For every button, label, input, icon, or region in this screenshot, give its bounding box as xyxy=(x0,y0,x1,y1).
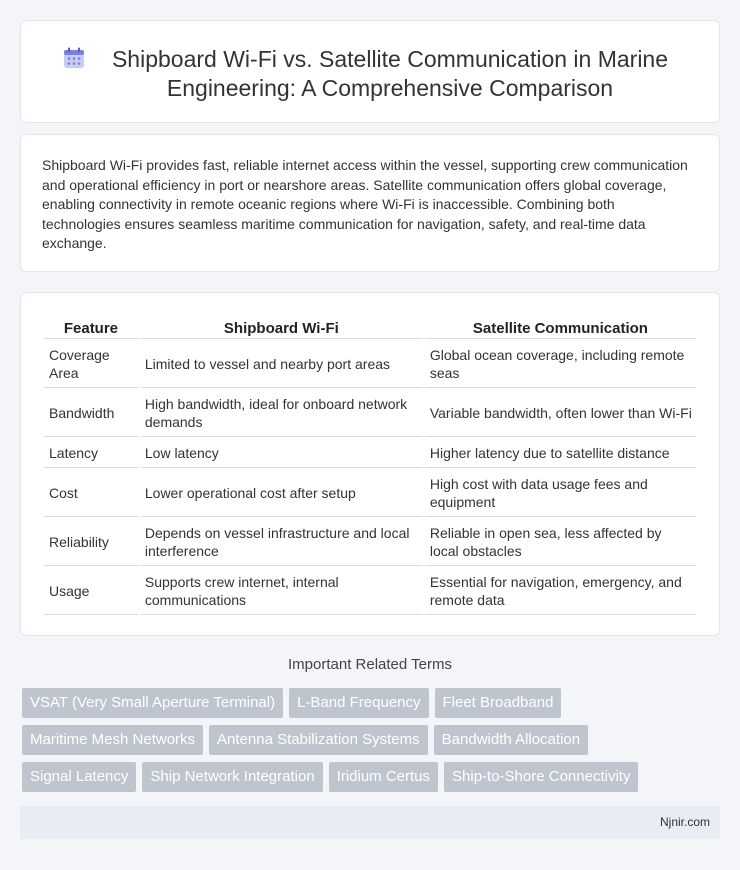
tag-mesh-networks[interactable]: Maritime Mesh Networks xyxy=(22,725,203,755)
cell-feature: Reliability xyxy=(44,519,138,566)
intro-text: Shipboard Wi-Fi provides fast, reliable internet access within the vessel, supporting crew communication and operational efficiency in port or nearshore areas. Satellite communication offers global coverage, enabling connectivity in remote oceanic regions where Wi-Fi is inaccessible. Combining both technologies ensures seamless maritime communication for navigation, safety, and real-time data exchange. xyxy=(42,157,688,251)
table-row xyxy=(44,519,696,566)
cell-satellite: Reliable in open sea, less affected by local obstacles xyxy=(425,519,696,566)
comparison-card xyxy=(20,292,720,636)
page-title: Shipboard Wi-Fi vs. Satellite Communication in Marine Engineering: A Comprehensive Comparison xyxy=(111,46,669,101)
cell-satellite: Global ocean coverage, including remote seas xyxy=(425,341,696,388)
header-feature: Feature xyxy=(44,317,138,339)
related-terms-list xyxy=(22,688,702,799)
header-wifi: Shipboard Wi-Fi xyxy=(140,317,423,339)
cell-satellite: Essential for navigation, emergency, and remote data xyxy=(425,568,696,615)
header-satellite: Satellite Communication xyxy=(425,317,696,339)
tag-row xyxy=(22,688,702,718)
footer-site[interactable]: Njnir.com xyxy=(659,815,710,829)
table-row xyxy=(44,470,696,517)
cell-satellite: Higher latency due to satellite distance xyxy=(425,439,696,468)
footer xyxy=(20,806,720,839)
cell-wifi: Depends on vessel infrastructure and local interference xyxy=(140,519,423,566)
cell-wifi: Low latency xyxy=(140,439,423,468)
cell-feature: Coverage Area xyxy=(44,341,138,388)
table-row xyxy=(44,341,696,388)
table-row xyxy=(44,439,696,468)
comparison-table xyxy=(42,315,698,617)
cell-feature: Usage xyxy=(44,568,138,615)
tag-vsat[interactable]: VSAT (Very Small Aperture Terminal) xyxy=(22,688,283,718)
tag-signal-latency[interactable]: Signal Latency xyxy=(22,762,136,792)
tag-row xyxy=(22,725,702,755)
cell-feature: Bandwidth xyxy=(44,390,138,437)
cell-wifi: Lower operational cost after setup xyxy=(140,470,423,517)
cell-wifi: Supports crew internet, internal communications xyxy=(140,568,423,615)
tag-antenna-stabilization[interactable]: Antenna Stabilization Systems xyxy=(209,725,428,755)
table-row xyxy=(44,390,696,437)
table-row xyxy=(44,568,696,615)
tag-ship-network-integration[interactable]: Ship Network Integration xyxy=(142,762,322,792)
tag-row xyxy=(22,762,702,792)
cell-feature: Latency xyxy=(44,439,138,468)
cell-wifi: High bandwidth, ideal for onboard network demands xyxy=(140,390,423,437)
cell-satellite: Variable bandwidth, often lower than Wi-Fi xyxy=(425,390,696,437)
title-card xyxy=(20,20,720,123)
tag-l-band[interactable]: L-Band Frequency xyxy=(289,688,428,718)
tag-iridium-certus[interactable]: Iridium Certus xyxy=(329,762,438,792)
cell-wifi: Limited to vessel and nearby port areas xyxy=(140,341,423,388)
tag-ship-to-shore[interactable]: Ship-to-Shore Connectivity xyxy=(444,762,638,792)
tag-bandwidth-allocation[interactable]: Bandwidth Allocation xyxy=(434,725,588,755)
table-header-row xyxy=(44,317,696,339)
cell-satellite: High cost with data usage fees and equipment xyxy=(425,470,696,517)
intro-card xyxy=(20,134,720,272)
tag-fleet-broadband[interactable]: Fleet Broadband xyxy=(435,688,562,718)
cell-feature: Cost xyxy=(44,470,138,517)
related-terms-title: Important Related Terms xyxy=(288,656,452,673)
